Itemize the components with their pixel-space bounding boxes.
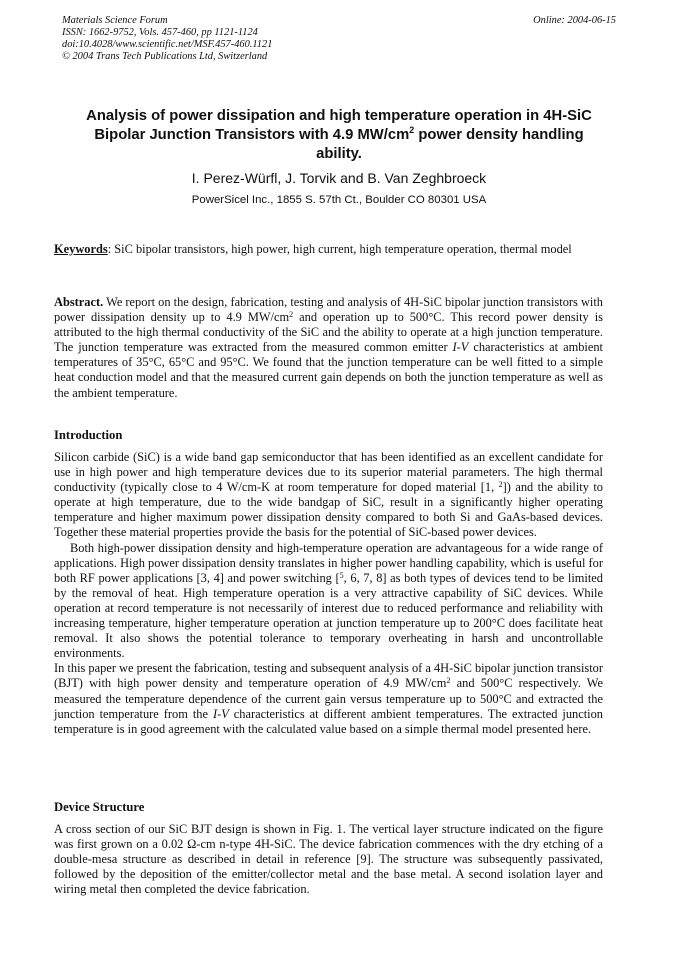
authors: I. Perez-Würfl, J. Torvik and B. Van Zeghbroeck	[191, 170, 487, 186]
abstract: Abstract. We report on the design, fabrication, testing and analysis of 4H-SiC bipolar junction transistors with power dissipation density up to 4.9 $MW/cm^2$ and operation up to 500°C. This record power density is attributed to the high thermal conductivity of the SiC and the ability to operate at a high junction temperature. The junction temperature was extracted from the measured common emitter I-V characteristics at ambient temperatures of 35°C, 65°C and 95°C. We found that the junction temperature can be well fitted to a simple heat conduction model and that the measured current gain depends on both the junction temperature as well as the ambient temperature.	[54, 295, 603, 400]
keywords-label: Keywords	[54, 242, 108, 256]
introduction-body	[54, 450, 603, 737]
device-paragraph-1: A cross section of our SiC BJT design is shown in Fig. 1. The vertical layer structure indicated on the figure was first grown on a 0.02 Ω-cm n-type 4H-SiC. The device fabrication commences with the dry etching of a double-mesa structure as described in detail in reference [9]. The structure was subsequently passivated, followed by the deposition of the emitter/collector metal and the base metal. A second isolation layer and wiring metal then completed the device fabrication.	[54, 822, 603, 897]
section-heading-device-structure: Device Structure	[54, 800, 145, 814]
intro-paragraph-3: In this paper we present the fabrication, testing and subsequent analysis of a 4H-SiC bipolar junction transistor (BJT) with high power density and temperature operation of 4.9 $MW/cm^2$ and 500°C respectively. We measured the temperature dependence of the current gain versus temperature up to 500°C and extracted the junction temperature from the I-V characteristics at different ambient temperatures. The extracted junction temperature is in good agreement with the calculated value based on a simple thermal model presented here.	[54, 661, 603, 736]
device-structure-body	[54, 822, 603, 897]
title-line-3: ability.	[316, 146, 362, 162]
copyright: © 2004 Trans Tech Publications Ltd, Switzerland	[62, 51, 268, 62]
affiliation: PowerSicel Inc., 1855 S. 57th Ct., Boulder CO 80301 USA	[191, 194, 487, 206]
keywords	[54, 242, 603, 257]
title-line-2: Bipolar Junction Transistors with 4.9 $MW/cm^2$ power density handling	[94, 125, 584, 143]
intro-paragraph-1: Silicon carbide (SiC) is a wide band gap semiconductor that has been identified as an excellent candidate for use in high power and high temperature devices due to its superior material parameters. The high thermal conductivity (typically close to 4 W/cm-K at room temperature for doped material [1, $^2$]) and the ability to operate at high temperature, due to the wide bandgap of SiC, result in a significantly higher operating temperature and higher maximum power dissipation density compared to both Si and GaAs-based devices. Together these material properties provide the basis for the potential of SiC-based power devices.	[54, 450, 604, 540]
section-heading-introduction: Introduction	[54, 428, 123, 442]
keywords-text: : SiC bipolar transistors, high power, high current, high temperature operation, thermal model	[107, 242, 572, 256]
journal-name: Materials Science Forum	[62, 15, 168, 26]
abstract-label: Abstract.	[54, 295, 104, 309]
doi: doi:10.4028/www.scientific.net/MSF.457-460.1121	[62, 39, 273, 50]
paper-title	[40, 107, 638, 164]
title-line-1: Analysis of power dissipation and high temperature operation in 4H-SiC	[86, 108, 592, 124]
online-date: Online: 2004-06-15	[533, 15, 616, 26]
journal-header	[62, 15, 616, 63]
issn: ISSN: 1662-9752, Vols. 457-460, pp 1121-1124	[62, 27, 258, 38]
intro-paragraph-2: Both high-power dissipation density and high-temperature operation are advantageous for a wide range of applications. High power dissipation density translates in higher power handling capability, which is useful for both RF power applications [3, 4] and power switching [$^5$, 6, 7, 8] as both types of devices tend to be limited by the removal of heat. High temperature operation is a very attractive capability of SiC devices. While operation at record temperature is not necessarily of interest due to reduced performance and reliability with increasing temperature, higher temperature operation at junction temperature up to 200°C does facilitate heat removal. It also shows the potential tolerance to temporary overheating in harsh and uncontrollable environments.	[54, 540, 603, 661]
